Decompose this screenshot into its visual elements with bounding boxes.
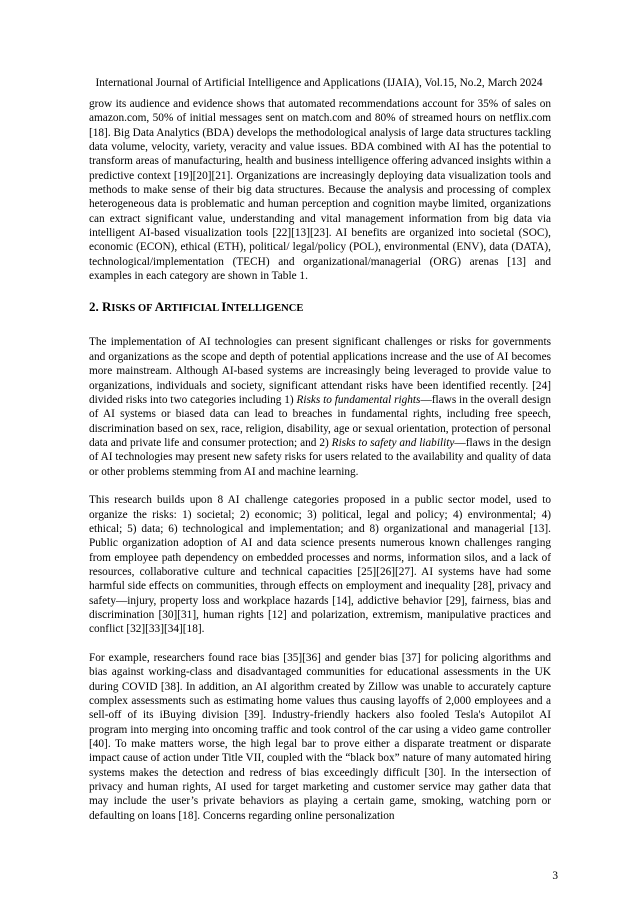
page-body bbox=[89, 97, 551, 823]
paragraph-intro-continuation: grow its audience and evidence shows that automated recommendations account for 35% of sales on amazon.com, 50% of initial messages sent on match.com and 80% of streamed hours on netflix.com [18]. Big Data Analytics (BDA) develops the methodological analysis of large data structures tackling data volume, velocity, variety, veracity and value issues. BDA combined with AI has the potential to transform areas of manufacturing, health and business intelligence offering advanced insights within a predictive context [19][20][21]. Organizations are increasingly deploying data visualization tools and methods to make sense of their big data structures. Because the analysis and processing of complex heterogeneous data is problematic and human perception and cognition maybe limited, organizations can extract significant value, understanding and vital management information from big data via intelligent AI-based visualization tools [22][13][23]. AI benefits are organized into societal (SOC), economic (ECON), ethical (ETH), political/ legal/policy (POL), environmental (ENV), data (DATA), technological/implementation (TECH) and organizational/managerial (ORG) arenas [13] and examples in each category are shown in Table 1. bbox=[89, 98, 551, 283]
section-title-i: I bbox=[221, 299, 227, 315]
risks-intro-text-a: The implementation of AI technologies can present significant challenges or risks for governments and organizations as the scope and depth of potential applications increase and the use of AI becomes more mainstream. Although AI-based systems are increasingly being leveraged to provide value to organizations, individuals and society, significant attendant risks have been identified recently. [24] divided risks into two categories including 1) bbox=[89, 336, 551, 406]
paragraph-challenge-categories: This research builds upon 8 AI challenge categories proposed in a public sector model, used to organize the risks: 1) societal; 2) economic; 3) political, legal and policy; 4) environmental; 4) ethical; 5) data; 6) technological and implementation; and 8) organizational and managerial [13]. Public organization adoption of AI and data science presents numerous known challenges ranging from employee path dependency on embedded processes and norms, information silos, and a lack of resources, collaborative culture and technical capacities [25][26][27]. AI systems have had some harmful side effects on communities, through effects on employment and inequality [28], privacy and safety—injury, property loss and workplace hazards [14], addictive behavior [29], fairness, bias and discrimination [30][31], human rights [12] and polarization, extremism, manipulative practices and conflict [32][33][34][18]. bbox=[89, 494, 551, 636]
section-title-rtificial: RTIFICIAL bbox=[164, 303, 222, 315]
paragraph-risks-intro bbox=[89, 335, 551, 478]
section-title-a: A bbox=[154, 299, 165, 315]
section-heading bbox=[89, 299, 551, 317]
risks-intro-text-b: —flaws in the overall design of AI systems or biased data can lead to breaches in fundamental rights, including free speech, discrimination based on sex, race, religion, disability, age or sexual orientation, protection of personal data and private life and consumer protection; and 2) bbox=[89, 393, 552, 449]
paragraph-bias-examples: For example, researchers found race bias [35][36] and gender bias [37] for policing algorithms and bias against working-class and disadvantaged communities for educational assessments in the UK during COVID [38]. In addition, an AI algorithm created by Zillow was unable to accurately capture complex assessments such as estimating home values thus causing layoffs of 2,000 employees and a sell-off of its iBuying division [39]. Industry-friendly hackers also fooled Tesla's Autopilot AI program into merging into oncoming traffic and took control of the car using a video game controller [40]. To make matters worse, the high legal bar to prove either a disparate treatment or disparate impact cause of action under Title VII, coupled with the “black box” nature of many automated hiring systems makes the detection and redress of bias exceedingly difficult [30]. In the intersection of privacy and human rights, AI used for target marketing and customer service may gather data that may include the user’s private behaviors as playing a certain game, smoking, watching porn or defaulting on loans [18]. Concerns regarding online personalization bbox=[89, 652, 551, 822]
risks-intro-text-c: —flaws in the design of AI technologies may present new safety risks for users related to the availability and quality of data or other problems stemming from AI and machine learning. bbox=[89, 436, 551, 478]
section-number: 2. bbox=[89, 299, 99, 315]
section-title-ntelligence: NTELLIGENCE bbox=[226, 303, 304, 315]
risks-safety-liability: Risks to safety and liability bbox=[331, 436, 455, 449]
section-title-isks: ISKS OF bbox=[111, 303, 155, 315]
running-header: International Journal of Artificial Intelligence and Applications (IJAIA), Vol.15, No.2, March 2024 bbox=[95, 77, 543, 89]
section-title-r: R bbox=[102, 299, 112, 315]
page-number: 3 bbox=[552, 870, 558, 882]
risks-fundamental-rights: Risks to fundamental rights bbox=[296, 393, 421, 406]
